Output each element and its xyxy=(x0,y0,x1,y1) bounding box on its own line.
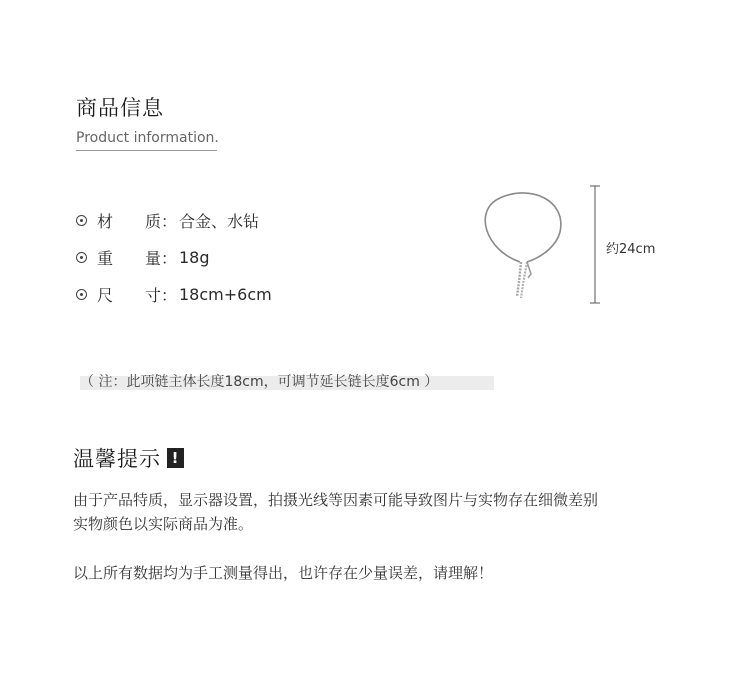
tips-title xyxy=(73,443,184,473)
bullet-icon xyxy=(76,252,87,263)
tips-line: 实物颜色以实际商品为准。 xyxy=(73,515,254,533)
tips-line: 由于产品特质，显示器设置，拍摄光线等因素可能导致图片与实物存在细微差别 xyxy=(73,491,599,509)
section-title: 商品信息 xyxy=(76,96,164,120)
spec-material xyxy=(76,209,259,232)
exclamation-icon: ! xyxy=(167,448,184,468)
subtitle-underline xyxy=(76,150,217,151)
spec-weight xyxy=(76,246,210,269)
bullet-icon xyxy=(76,215,87,226)
size-label: 约24cm xyxy=(606,242,656,257)
spec-key: 重 量： xyxy=(97,249,178,268)
tips-title-text: 温馨提示 xyxy=(73,447,161,471)
spec-size xyxy=(76,283,272,306)
spec-value: 18cm+6cm xyxy=(179,285,272,304)
section-subtitle: Product information. xyxy=(76,130,219,146)
length-note: （ 注：此项链主体长度18cm，可调节延长链长度6cm ） xyxy=(80,374,439,390)
spec-value: 18g xyxy=(179,248,210,267)
spec-key: 尺 寸： xyxy=(97,286,178,305)
bullet-icon xyxy=(76,289,87,300)
spec-key: 材 质： xyxy=(97,212,178,231)
tips-line: 以上所有数据均为手工测量得出，也许存在少量误差，请理解！ xyxy=(73,564,494,582)
spec-value: 合金、水钻 xyxy=(179,212,260,231)
